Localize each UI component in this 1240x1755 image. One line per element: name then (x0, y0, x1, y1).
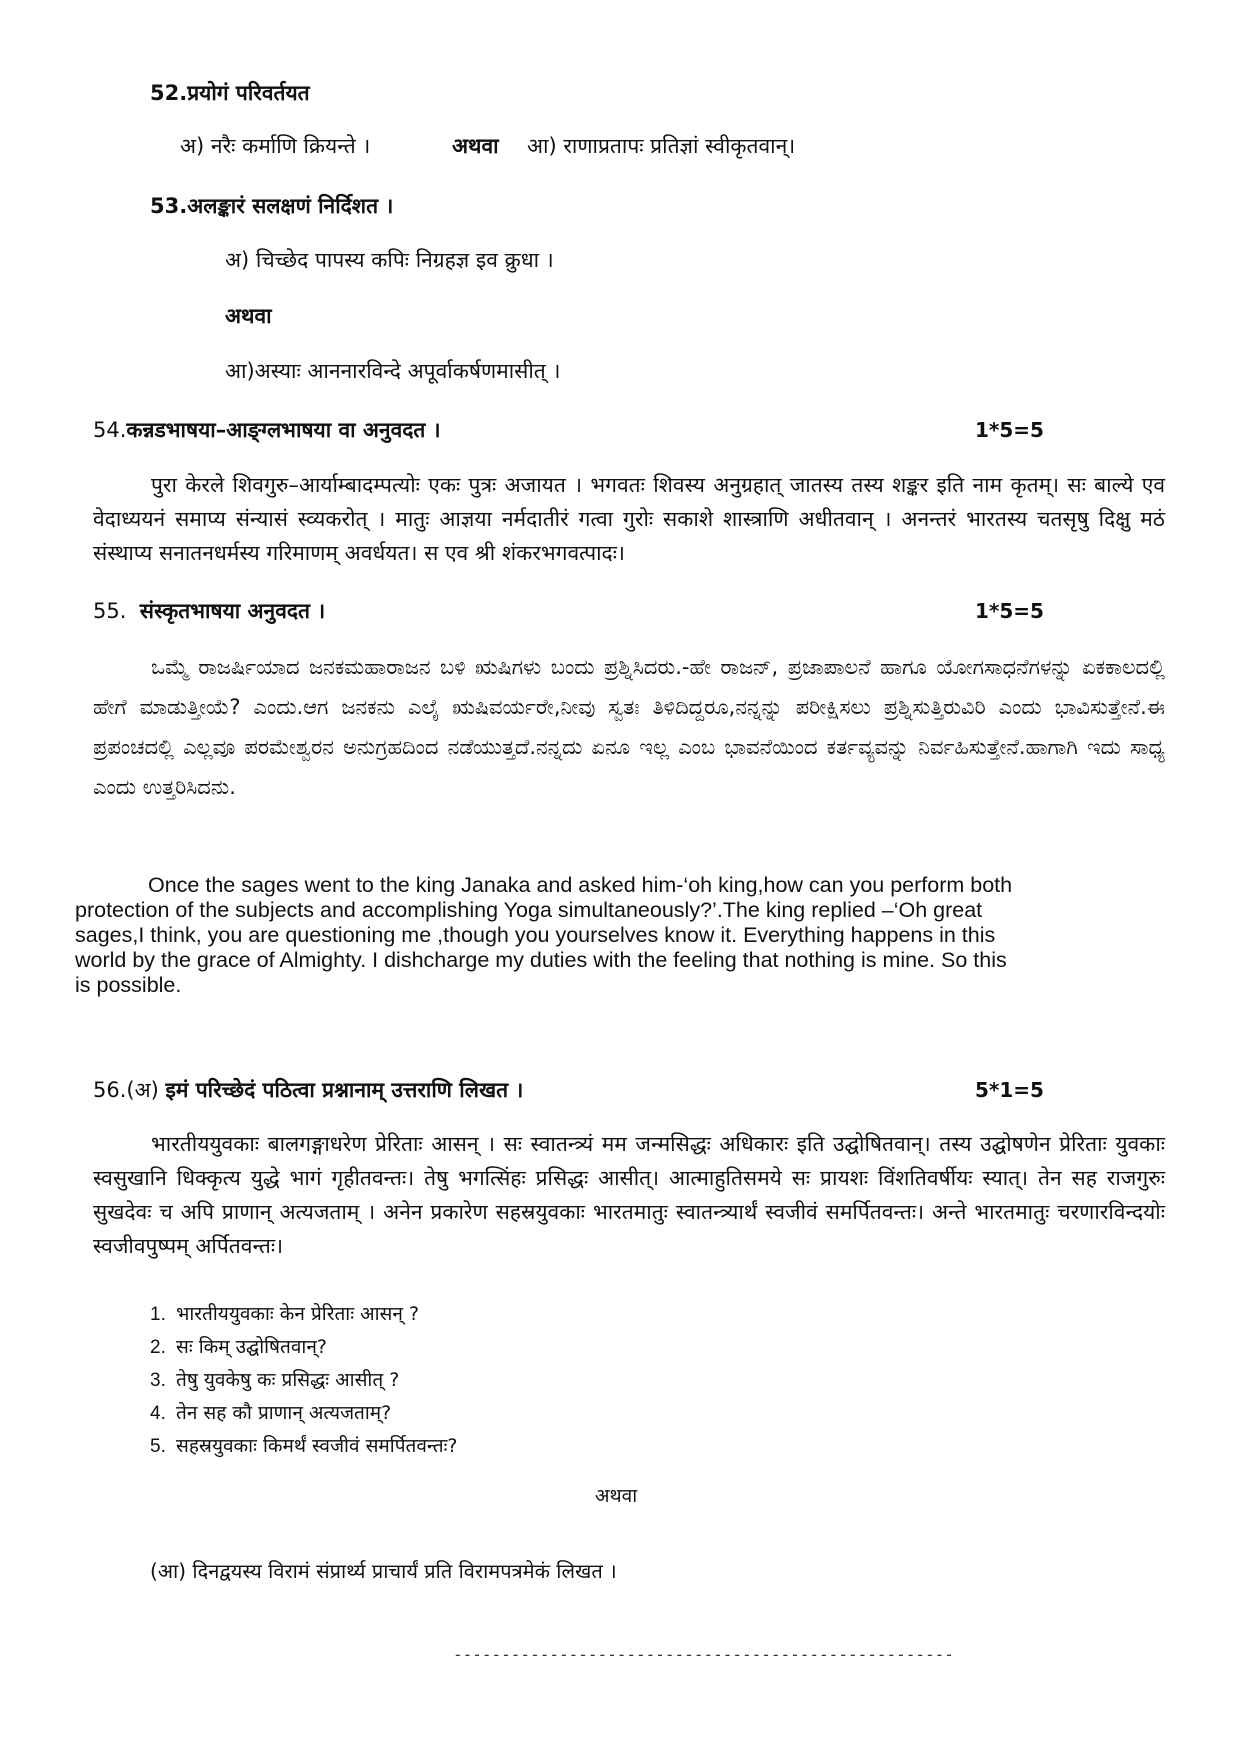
q56-number: 56.(अ) (93, 1078, 159, 1102)
q53-option-b: आ)अस्याः आननारविन्दे अपूर्वाकर्षणमासीत् । (225, 359, 561, 383)
q53-option-a: अ) चिच्छेद पापस्य कपिः निग्रहज्ञ इव क्रुधा । (225, 248, 554, 272)
q56-heading: इमं परिच्छेदं पठित्वा प्रश्नानाम् उत्तराणि लिखत । (165, 1078, 524, 1102)
q55-heading: संस्कृतभाषया अनुवदत । (139, 599, 326, 623)
q53-or-label: अथवा (225, 304, 272, 328)
q55-marks: 1*5=5 (975, 599, 1044, 623)
list-item: 4. तेन सह कौ प्राणान् अत्यजताम्? (150, 1402, 392, 1424)
q56-heading-row (93, 1077, 523, 1104)
q54-heading-row (93, 417, 441, 444)
list-item: 2. सः किम् उद्घोषितवान्? (150, 1336, 327, 1358)
footer-separator: ---------------------------------------------------- (453, 1645, 954, 1664)
q55-english-line: is possible. (75, 973, 182, 997)
q56-marks: 5*1=5 (975, 1078, 1044, 1102)
q54-heading: कन्नडभाषया–आङ्ग्लभाषया वा अनुवदत । (126, 418, 441, 442)
list-item: 5. सहस्रयुवकाः किमर्थं स्वजीवं समर्पितवन्तः? (150, 1435, 458, 1457)
q52-option-b: आ) राणाप्रतापः प्रतिज्ञां स्वीकृतवान्। (527, 134, 796, 158)
q56-passage: भारतीययुवकाः बालगङ्गाधरेण प्रेरिताः आसन् । सः स्वातन्त्र्यं मम जन्मसिद्धः अधिकारः इति उद्घोषितवान्। तस्य उद्घोषणेन प्रेरिताः युवकाः स्वसुखानि धिक्कृत्य युद्धे भागं गृहीतवन्तः। तेषु भगत्सिंहः प्रसिद्धः आसीत्। आत्माहुतिसमये सः प्रायशः विंशतिवर्षीयः स्यात्। तेन सह राजगुरुः सुखदेवः च अपि प्राणान् अत्यजताम् । अनेन प्रकारेण सहस्रयुवकाः भारतमातुः स्वातन्त्र्यार्थं स्वजीवं समर्पितवन्तः। अन्ते भारतमातुः चरणारविन्दयोः स्वजीवपुष्पम् अर्पितवन्तः। (93, 1132, 1165, 1258)
q55-english-line: protection of the subjects and accomplishing Yoga simultaneously?’.The king replied –‘Oh great (75, 898, 983, 922)
q56-or-label: अथवा (595, 1485, 638, 1507)
q53-heading: 53.अलङ्कारं सलक्षणं निर्दिशत । (150, 194, 394, 218)
q55-heading-row (93, 598, 325, 625)
q52-option-a: अ) नरैः कर्माणि क्रियन्ते । (180, 134, 371, 158)
q54-marks: 1*5=5 (975, 418, 1044, 442)
q52-heading: 52.प्रयोगं परिवर्तयत (150, 81, 310, 105)
list-item: 1. भारतीययुवकाः केन प्रेरिताः आसन् ? (150, 1303, 420, 1325)
q55-english-line: sages,I think, you are questioning me ,though you yourselves know it. Everything happens in this (75, 923, 996, 947)
list-item: 3. तेषु युवकेषु कः प्रसिद्धः आसीत् ? (150, 1369, 400, 1391)
q52-or-label: अथवा (452, 134, 499, 158)
q56-question-list (150, 1298, 458, 1463)
q55-number: 55. (93, 599, 127, 623)
q55-kannada-passage: ಒಮ್ಮೆ ರಾಜರ್ಷಿಯಾದ ಜನಕಮಹಾರಾಜನ ಬಳಿ ಋಷಿಗಳು ಬಂದು ಪ್ರಶ್ನಿಸಿದರು.-ಹೇ ರಾಜನ್, ಪ್ರಜಾಪಾಲನೆ ಹಾಗೂ ಯೋಗಸಾಧನೆಗಳನ್ನು ಏಕಕಾಲದಲ್ಲಿ ಹೇಗೆ ಮಾಡುತ್ತೀಯೆ? ಎಂದು.ಆಗ ಜನಕನು ಎಲೈ ಋಷಿವರ್ಯರೇ,ನೀವು ಸ್ವತಃ ತಿಳಿದಿದ್ದರೂ,ನನ್ನನ್ನು ಪರೀಕ್ಷಿಸಲು ಪ್ರಶ್ನಿಸುತ್ತಿರುವಿರಿ ಎಂದು ಭಾವಿಸುತ್ತೇನೆ.ಈ ಪ್ರಪಂಚದಲ್ಲಿ ಎಲ್ಲವೂ ಪರಮೇಶ್ವರನ ಅನುಗ್ರಹದಿಂದ ನಡೆಯುತ್ತದೆ.ನನ್ನದು ಏನೂ ಇಲ್ಲ ಎಂಬ ಭಾವನೆಯಿಂದ ಕರ್ತವ್ಯವನ್ನು ನಿರ್ವಹಿಸುತ್ತೇನೆ.ಹಾಗಾಗಿ ಇದು ಸಾಧ್ಯ ಎಂದು ಉತ್ತರಿಸಿದನು. (93, 655, 1165, 799)
q55-english-line: world by the grace of Almighty. I dishcharge my duties with the feeling that nothing is mine. So this (75, 948, 1007, 972)
q55-english-line: Once the sages went to the king Janaka and asked him-‘oh king,how can you perform both (148, 873, 1013, 897)
q54-passage: पुरा केरले शिवगुरु–आर्याम्बादम्पत्योः एकः पुत्रः अजायत । भगवतः शिवस्य अनुग्रहात् जातस्य तस्य शङ्कर इति नाम कृतम्। सः बाल्ये एव वेदाध्ययनं समाप्य संन्यासं स्व्यकरोत् । मातुः आज्ञया नर्मदातीरं गत्वा गुरोः सकाशे शास्त्राणि अधीतवान् । अनन्तरं भारतस्य चतसृषु दिक्षु मठं संस्थाप्य सनातनधर्मस्य गरिमाणम् अवर्धयत। स एव श्री शंकरभगवत्पादः। (93, 473, 1165, 565)
q54-number: 54. (93, 418, 127, 442)
q56-option-b: (आ) दिनद्वयस्य विरामं संप्रार्थ्य प्राचार्यं प्रति विरामपत्रमेकं लिखत । (150, 1559, 617, 1583)
